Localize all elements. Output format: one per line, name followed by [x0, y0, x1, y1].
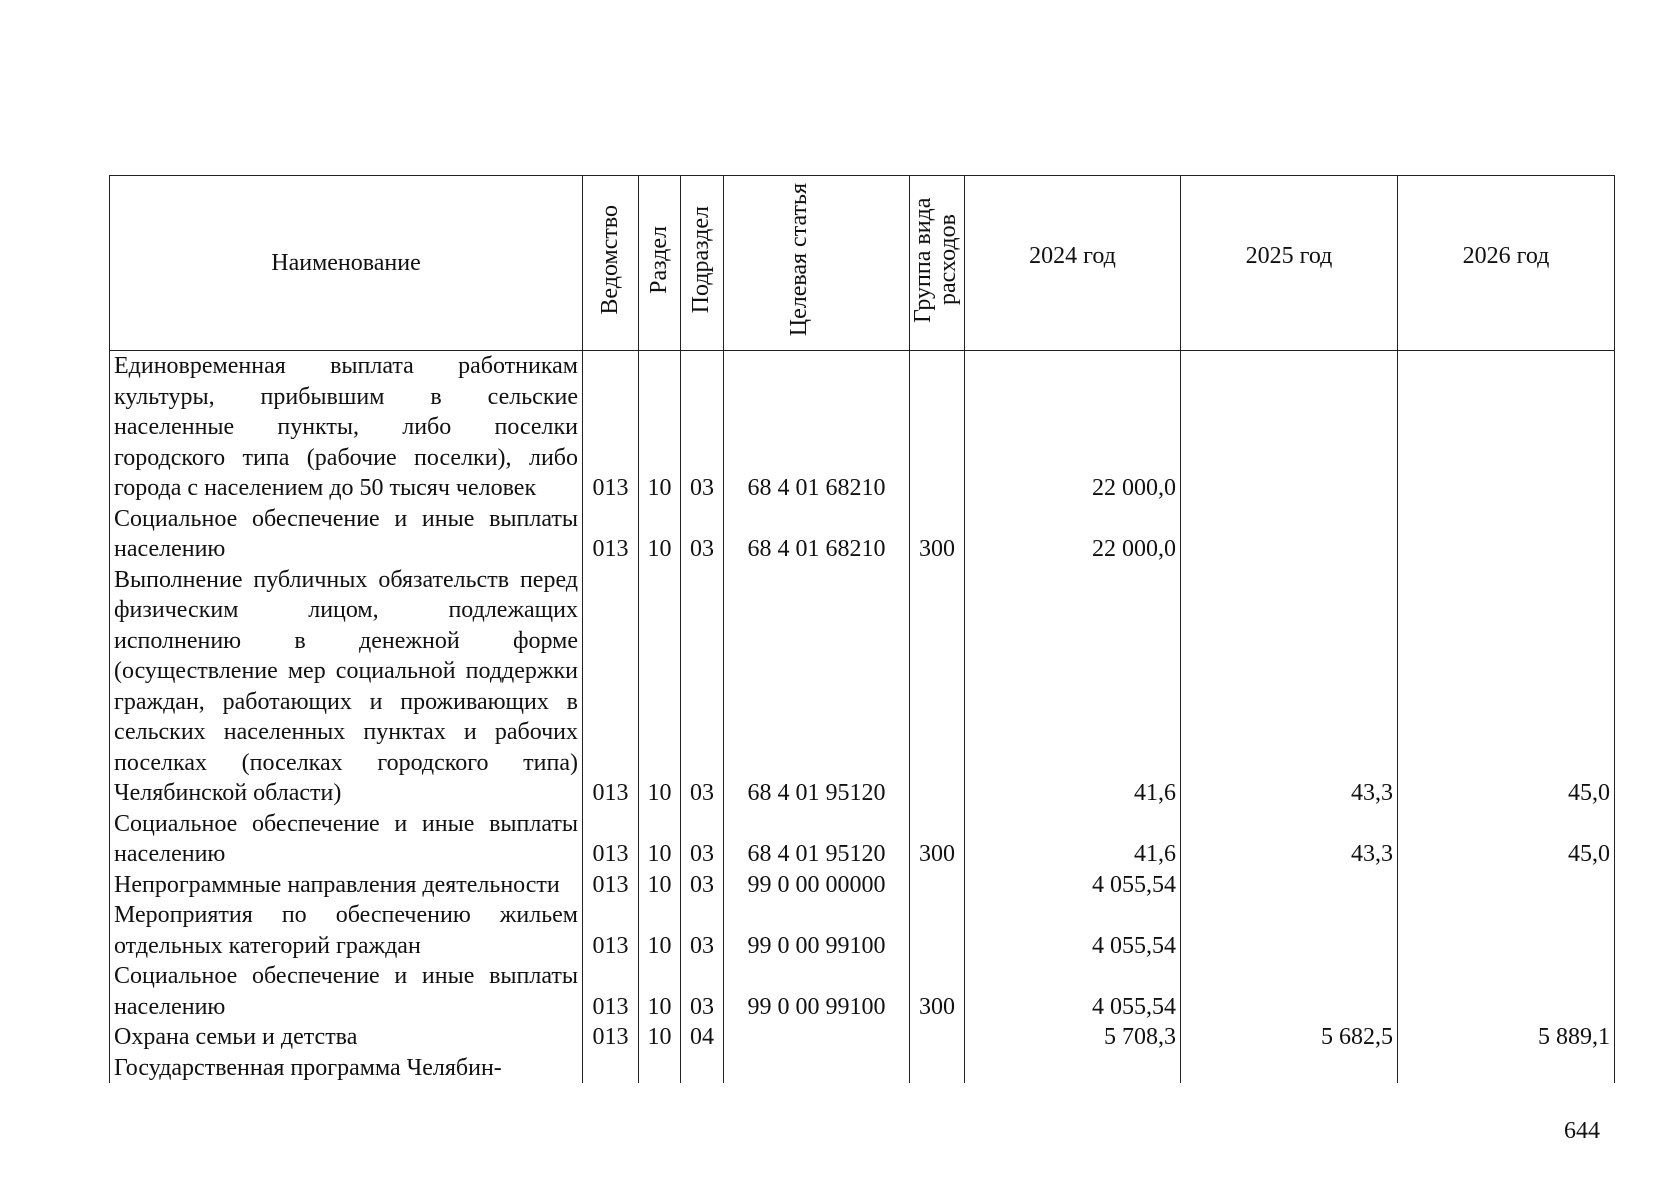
budget-table-container — [109, 175, 1614, 1083]
row-2024: 41,6 — [965, 809, 1181, 870]
row-podrazdel: 03 — [681, 504, 724, 565]
row-2025 — [1181, 870, 1398, 901]
row-name: Социальное обеспечение и иные выплаты населению — [110, 961, 583, 1022]
row-celevaya-statya: 68 4 01 68210 — [724, 504, 910, 565]
row-2026 — [1398, 870, 1615, 901]
row-2024 — [965, 1053, 1181, 1084]
row-celevaya-statya: 68 4 01 68210 — [724, 351, 910, 504]
row-vedomstvo: 013 — [583, 351, 639, 504]
row-2024: 4 055,54 — [965, 900, 1181, 961]
row-razdel: 10 — [639, 870, 681, 901]
row-name: Государственная программа Челябин- — [110, 1053, 583, 1084]
row-gruppa-vida — [910, 900, 965, 961]
row-vedomstvo: 013 — [583, 870, 639, 901]
row-razdel — [639, 1053, 681, 1084]
row-2025 — [1181, 351, 1398, 504]
row-2025 — [1181, 504, 1398, 565]
row-vedomstvo: 013 — [583, 961, 639, 1022]
row-gruppa-vida — [910, 1053, 965, 1084]
row-2025 — [1181, 1053, 1398, 1084]
row-celevaya-statya: 68 4 01 95120 — [724, 809, 910, 870]
row-name: Мероприятия по обеспечению жильем отдельных категорий граждан — [110, 900, 583, 961]
row-podrazdel — [681, 1053, 724, 1084]
table-row — [110, 870, 1615, 901]
row-2025: 43,3 — [1181, 809, 1398, 870]
row-name: Социальное обеспечение и иные выплаты населению — [110, 504, 583, 565]
row-2024: 22 000,0 — [965, 504, 1181, 565]
row-name: Выполнение публичных обязательств перед физическим лицом, подлежащих исполнению в денежной форме (осуществление мер социальной поддержки граждан, работающих и проживающих в сельских населенных пунктах и рабочих поселках (поселках городского типа) Челябинской области) — [110, 565, 583, 809]
table-row — [110, 351, 1615, 504]
row-gruppa-vida — [910, 565, 965, 809]
row-vedomstvo: 013 — [583, 504, 639, 565]
row-2025: 5 682,5 — [1181, 1022, 1398, 1053]
row-name: Единовременная выплата работникам культуры, прибывшим в сельские населенные пункты, либо поселки городского типа (рабочие поселки), либо города с населением до 50 тысяч человек — [110, 351, 583, 504]
row-vedomstvo: 013 — [583, 900, 639, 961]
row-razdel: 10 — [639, 1022, 681, 1053]
row-razdel: 10 — [639, 565, 681, 809]
row-razdel: 10 — [639, 504, 681, 565]
row-razdel: 10 — [639, 961, 681, 1022]
table-row — [110, 961, 1615, 1022]
row-podrazdel: 03 — [681, 961, 724, 1022]
row-celevaya-statya — [724, 1053, 910, 1084]
row-name: Охрана семьи и детства — [110, 1022, 583, 1053]
row-podrazdel: 04 — [681, 1022, 724, 1053]
row-gruppa-vida: 300 — [910, 504, 965, 565]
header-vedomstvo: Ведомство — [583, 176, 639, 351]
header-podrazdel: Подраздел — [681, 176, 724, 351]
row-vedomstvo: 013 — [583, 1022, 639, 1053]
row-2026 — [1398, 961, 1615, 1022]
page-number: 644 — [1564, 1118, 1600, 1144]
row-2026 — [1398, 504, 1615, 565]
header-celevaya-statya: Целевая статья — [724, 176, 910, 351]
row-2024: 4 055,54 — [965, 870, 1181, 901]
row-name: Социальное обеспечение и иные выплаты населению — [110, 809, 583, 870]
row-podrazdel: 03 — [681, 900, 724, 961]
row-2024: 5 708,3 — [965, 1022, 1181, 1053]
row-gruppa-vida — [910, 870, 965, 901]
row-vedomstvo: 013 — [583, 565, 639, 809]
row-celevaya-statya — [724, 1022, 910, 1053]
row-gruppa-vida — [910, 351, 965, 504]
header-gruppa-vida-rashodov: Группа вида расходов — [910, 176, 965, 351]
row-celevaya-statya: 99 0 00 00000 — [724, 870, 910, 901]
table-row — [110, 1053, 1615, 1084]
table-row — [110, 565, 1615, 809]
row-name: Непрограммные направления деятельности — [110, 870, 583, 901]
row-2026 — [1398, 900, 1615, 961]
row-2025 — [1181, 961, 1398, 1022]
row-podrazdel: 03 — [681, 565, 724, 809]
row-2026: 5 889,1 — [1398, 1022, 1615, 1053]
table-row — [110, 809, 1615, 870]
header-row — [110, 176, 1615, 351]
row-2025: 43,3 — [1181, 565, 1398, 809]
row-2024: 4 055,54 — [965, 961, 1181, 1022]
row-podrazdel: 03 — [681, 870, 724, 901]
row-vedomstvo — [583, 1053, 639, 1084]
row-podrazdel: 03 — [681, 351, 724, 504]
table-row — [110, 1022, 1615, 1053]
row-gruppa-vida: 300 — [910, 961, 965, 1022]
row-2026 — [1398, 351, 1615, 504]
header-2024: 2024 год — [965, 176, 1181, 351]
row-2024: 22 000,0 — [965, 351, 1181, 504]
row-celevaya-statya: 99 0 00 99100 — [724, 961, 910, 1022]
row-celevaya-statya: 68 4 01 95120 — [724, 565, 910, 809]
budget-table — [109, 175, 1615, 1083]
row-podrazdel: 03 — [681, 809, 724, 870]
row-2026 — [1398, 1053, 1615, 1084]
row-gruppa-vida: 300 — [910, 809, 965, 870]
header-razdel: Раздел — [639, 176, 681, 351]
row-vedomstvo: 013 — [583, 809, 639, 870]
row-celevaya-statya: 99 0 00 99100 — [724, 900, 910, 961]
row-2026: 45,0 — [1398, 809, 1615, 870]
table-row — [110, 900, 1615, 961]
header-name: Наименование — [110, 176, 583, 351]
header-2025: 2025 год — [1181, 176, 1398, 351]
row-razdel: 10 — [639, 809, 681, 870]
row-2025 — [1181, 900, 1398, 961]
row-razdel: 10 — [639, 351, 681, 504]
row-2026: 45,0 — [1398, 565, 1615, 809]
table-row — [110, 504, 1615, 565]
row-razdel: 10 — [639, 900, 681, 961]
header-2026: 2026 год — [1398, 176, 1615, 351]
row-2024: 41,6 — [965, 565, 1181, 809]
row-gruppa-vida — [910, 1022, 965, 1053]
